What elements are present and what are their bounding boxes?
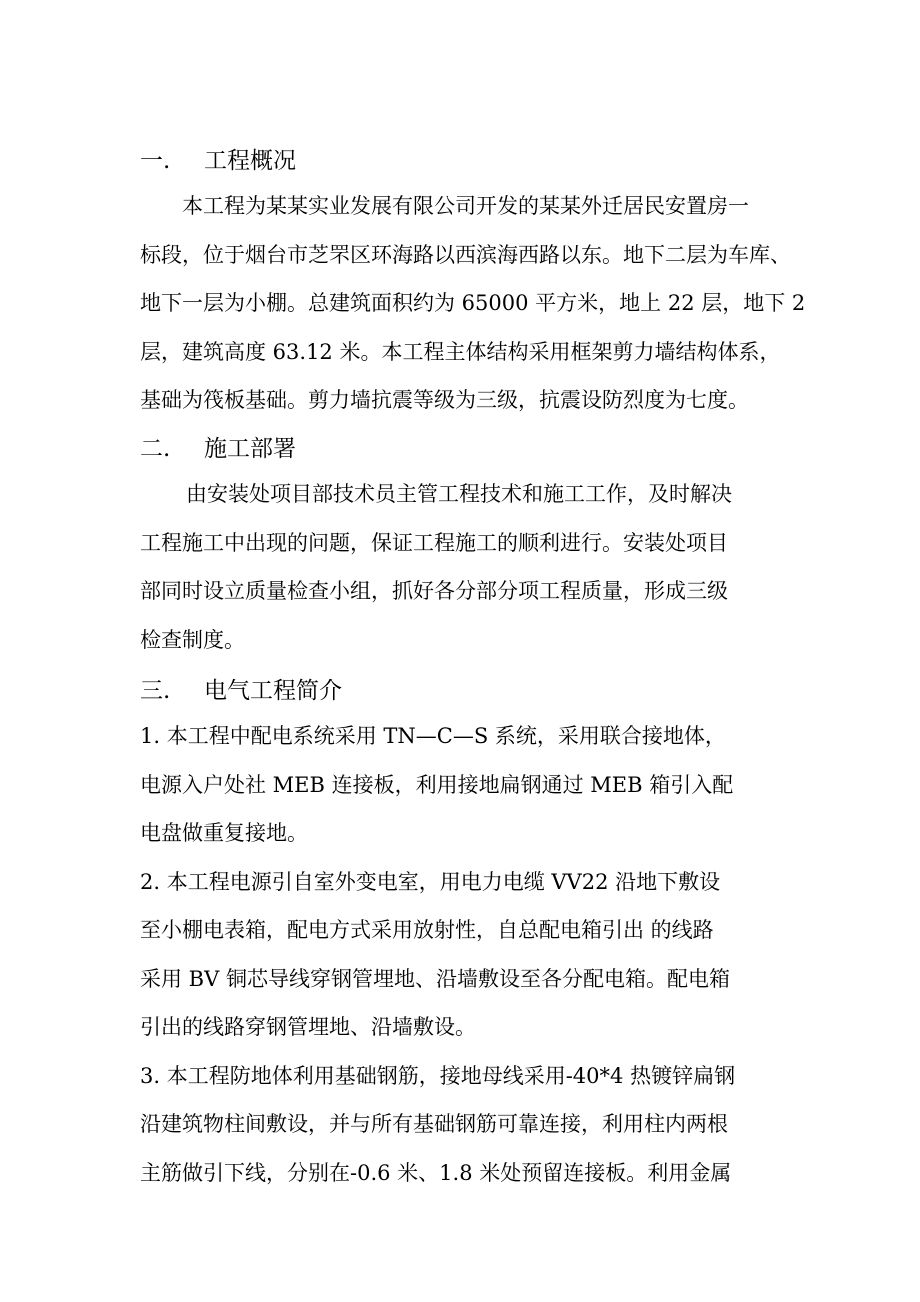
section-heading xyxy=(140,140,785,182)
text-line: 层，建筑高度 63.12 米。本工程主体结构采用框架剪力墙结构体系， xyxy=(140,339,781,364)
section-title: 施工部署 xyxy=(204,436,296,462)
numbered-item xyxy=(140,712,785,858)
section-number: 一. xyxy=(140,148,171,174)
text-line: 电源入户处社 MEB 连接板，利用接地扁钢通过 MEB 箱引入配 xyxy=(140,772,734,797)
text-line: 检查制度。 xyxy=(140,627,245,652)
section-deployment xyxy=(140,428,785,664)
section-number: 三. xyxy=(140,678,171,704)
text-line: 部同时设立质量检查小组，抓好各分部分项工程质量，形成三级 xyxy=(140,579,728,603)
text-line: 沿建筑物柱间敷设，并与所有基础钢筋可靠连接，利用柱内两根 xyxy=(140,1112,728,1136)
text-line: 由安装处项目部技术员主管工程技术和施工工作，及时解决 xyxy=(186,482,732,506)
section-heading xyxy=(140,428,785,470)
text-line: 2. 本工程电源引自室外变电室，用电力电缆 VV22 沿地下敷设 xyxy=(140,869,721,894)
text-line: 3. 本工程防地体利用基础钢筋，接地母线采用-40*4 热镀锌扁钢 xyxy=(140,1063,736,1088)
text-line: 标段，位于烟台市芝罘区环海路以西滨海西路以东。地下二层为车库、 xyxy=(140,242,791,267)
numbered-item xyxy=(140,858,785,1052)
section-electrical xyxy=(140,670,785,1197)
section-title: 电气工程简介 xyxy=(204,678,342,704)
text-line: 地下一层为小棚。总建筑面积约为 65000 平方米，地上 22 层，地下 2 xyxy=(140,291,806,315)
text-line: 至小棚电表箱，配电方式采用放射性，自总配电箱引出 的线路 xyxy=(140,918,714,942)
numbered-item xyxy=(140,1052,785,1198)
section-overview xyxy=(140,140,806,425)
text-line: 采用 BV 铜芯导线穿钢管埋地、沿墙敷设至各分配电箱。配电箱 xyxy=(140,966,730,991)
text-line: 电盘做重复接地。 xyxy=(140,821,308,845)
section-title: 工程概况 xyxy=(204,148,296,174)
text-line: 基础为筏板基础。剪力墙抗震等级为三级，抗震设防烈度为七度。 xyxy=(140,388,749,412)
text-line: 主筋做引下线，分别在-0.6 米、1.8 米处预留连接板。利用金属 xyxy=(140,1160,732,1185)
text-line: 本工程为某某实业发展有限公司开发的某某外迁居民安置房一 xyxy=(182,194,749,218)
paragraph xyxy=(140,470,785,664)
section-number: 二. xyxy=(140,436,171,462)
text-line: 1. 本工程中配电系统采用 TN—C—S 系统，采用联合接地体， xyxy=(140,724,726,748)
text-line: 工程施工中出现的问题，保证工程施工的顺利进行。安装处项目 xyxy=(140,530,728,555)
text-line: 引出的线路穿钢管埋地、沿墙敷设。 xyxy=(140,1015,476,1039)
section-heading xyxy=(140,670,785,712)
paragraph xyxy=(140,182,806,425)
